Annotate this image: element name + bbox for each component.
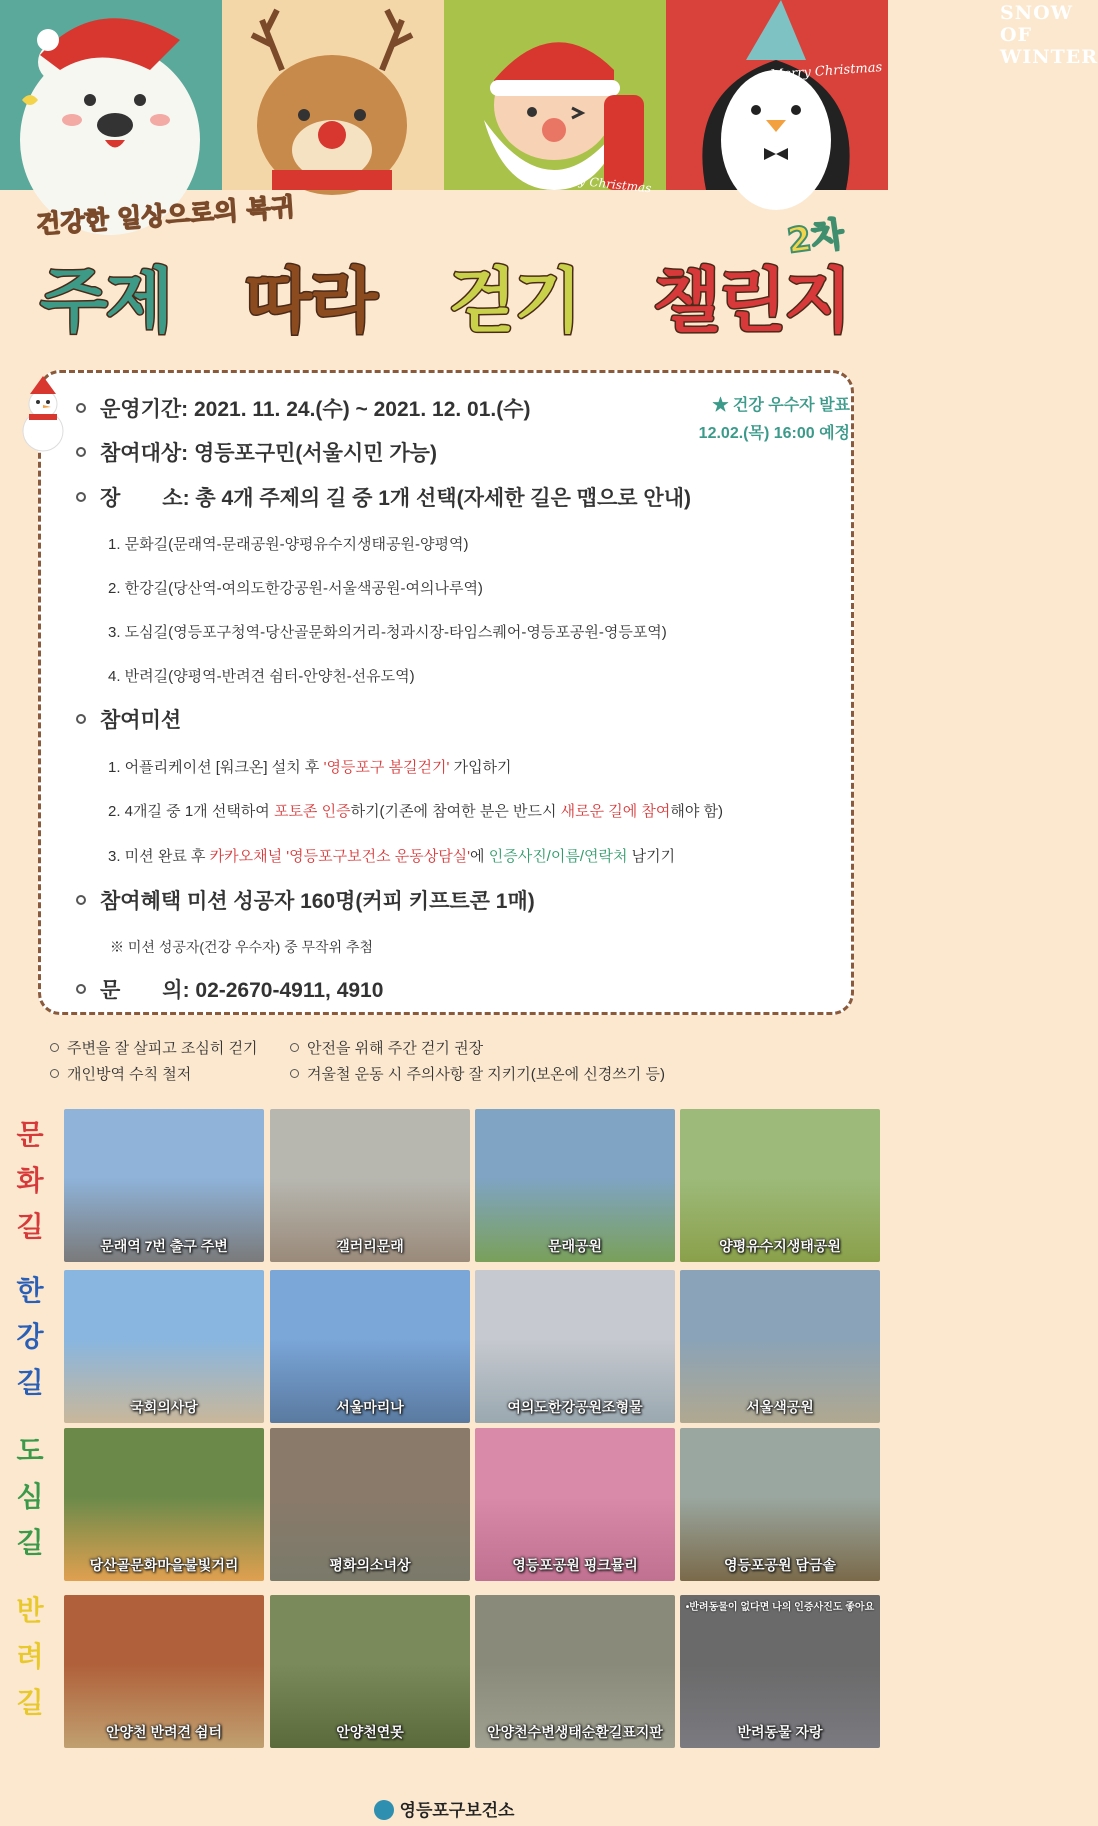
route-item-3: 3. 도심길(영등포구청역-당산골문화의거리-청과시장-타임스퀘어-영등포공원-영등포역) <box>108 624 667 641</box>
page-title <box>40 245 850 345</box>
merry-christmas-santa-text: Merry Christmas <box>547 170 653 196</box>
photo-caption: 서울마리나 <box>336 1399 404 1415</box>
bullet-icon <box>76 984 86 994</box>
health-center-logo-icon <box>374 1800 394 1820</box>
photo-caption: 서울색공원 <box>746 1399 814 1415</box>
footer-org: 영등포구보건소 <box>0 1796 888 1821</box>
photo-tile <box>680 1428 880 1581</box>
photo-caption: 갤러리문래 <box>336 1238 404 1254</box>
title-word-3: 걷기 <box>448 259 580 342</box>
photo-tile <box>680 1270 880 1423</box>
bullet-icon <box>76 447 86 457</box>
route-item-4: 4. 반려길(양평역-반려견 쉼터-안양천-선유도역) <box>108 668 415 685</box>
photo-tile <box>475 1595 675 1748</box>
mission-item-3: 3. 미션 완료 후 카카오채널 '영등포구보건소 운동상담실'에 인증사진/이름/연락처 남기기 <box>108 848 676 865</box>
photo-caption: 여의도한강공원조형물 <box>507 1399 643 1415</box>
bullet-icon <box>76 895 86 905</box>
photo-tile <box>475 1109 675 1262</box>
photo-caption: 안양천연못 <box>336 1724 404 1740</box>
title-word-2: 따라 <box>244 259 376 342</box>
reindeer-panel <box>222 0 444 190</box>
santa-icon <box>444 0 666 190</box>
photo-tile <box>475 1270 675 1423</box>
announcement-note <box>650 392 850 448</box>
photo-tile <box>680 1109 880 1262</box>
snowman-icon <box>18 376 68 456</box>
info-target: 참여대상: 영등포구민(서울시민 가능) <box>76 437 437 467</box>
info-period: 운영기간: 2021. 11. 24.(수) ~ 2021. 12. 01.(수) <box>76 393 531 423</box>
photo-tile <box>680 1595 880 1748</box>
photo-extra-note: •반려동물이 없다면 나의 인증사진도 좋아요 <box>685 1602 875 1613</box>
photo-tile <box>270 1109 470 1262</box>
photo-tile <box>64 1595 264 1748</box>
photo-caption: 양평유수지생태공원 <box>719 1238 841 1254</box>
bullet-icon <box>76 403 86 413</box>
benefit-note: ※ 미션 성공자(건강 우수자) 중 무작위 추첨 <box>110 939 374 955</box>
tip-2: 안전을 위해 주간 걷기 권장 <box>290 1037 483 1058</box>
bullet-icon <box>290 1069 299 1078</box>
title-word-1: 주제 <box>40 259 172 342</box>
mission-item-2: 2. 4개길 중 1개 선택하여 포토존 인증하기(기존에 참여한 분은 반드시 새로운 길에 참여해야 함) <box>108 803 724 820</box>
route-item-2: 2. 한강길(당산역-여의도한강공원-서울색공원-여의나루역) <box>108 580 483 597</box>
snow-of-winter-text: SNOW OF WINTER <box>1000 2 1098 68</box>
round-badge: 2차 <box>784 214 847 262</box>
bullet-icon <box>76 492 86 502</box>
bullet-icon <box>76 714 86 724</box>
top-banner <box>0 0 1098 196</box>
photo-tile <box>270 1270 470 1423</box>
photo-tile <box>475 1428 675 1581</box>
photo-caption: 반려동물 자랑 <box>737 1724 823 1740</box>
tip-4: 겨울철 운동 시 주의사항 잘 지키기(보온에 신경쓰기 등) <box>290 1063 665 1084</box>
photo-tile <box>64 1109 264 1262</box>
photo-caption: 문래공원 <box>547 1238 603 1254</box>
penguin-panel <box>666 0 888 190</box>
route-label-culture: 문 화 길 <box>16 1119 44 1242</box>
route-label-pet: 반 려 길 <box>16 1595 44 1718</box>
photo-caption: 당산골문화마을불빛거리 <box>89 1557 239 1573</box>
reindeer-icon <box>222 0 444 190</box>
photo-caption: 국회의사당 <box>130 1399 198 1415</box>
route-label-hangang: 한 강 길 <box>16 1275 44 1398</box>
photo-tile <box>64 1428 264 1581</box>
mission-heading: 참여미션 <box>76 704 181 734</box>
announcement-line-2: 12.02.(목) 16:00 예정 <box>698 425 850 442</box>
tip-3: 개인방역 수칙 철저 <box>50 1063 191 1084</box>
route-item-1: 1. 문화길(문래역-문래공원-양평유수지생태공원-양평역) <box>108 536 469 553</box>
bullet-icon <box>290 1043 299 1052</box>
info-benefit: 참여혜택 미션 성공자 160명(커피 키프트콘 1매) <box>76 885 535 915</box>
mission-item-1: 1. 어플리케이션 [워크온] 설치 후 '영등포구 봄길걷기' 가입하기 <box>108 759 512 776</box>
photo-caption: 영등포공원 핑크뮬리 <box>512 1557 638 1573</box>
photo-tile <box>64 1270 264 1423</box>
tip-1: 주변을 잘 살피고 조심히 걷기 <box>50 1037 258 1058</box>
photo-caption: 안양천수변생태순환길표지판 <box>487 1724 663 1740</box>
bullet-icon <box>50 1069 59 1078</box>
title-word-4: 챌린지 <box>653 259 850 342</box>
bullet-icon <box>50 1043 59 1052</box>
photo-caption: 문래역 7번 출구 주변 <box>100 1238 228 1254</box>
polar-bear-panel <box>0 0 222 190</box>
subtitle: 건강한 일상으로의 복귀 <box>35 192 296 239</box>
photo-caption: 안양천 반려견 쉼터 <box>106 1724 222 1740</box>
info-contact: 문 의: 02-2670-4911, 4910 <box>76 974 383 1004</box>
merry-christmas-text: Merry Christmas <box>769 60 883 83</box>
route-label-downtown: 도 심 길 <box>16 1435 44 1558</box>
photo-caption: 영등포공원 담금솥 <box>723 1557 837 1573</box>
photo-caption: 평화의소녀상 <box>329 1557 411 1573</box>
announcement-line-1: ★ 건강 우수자 발표 <box>712 397 850 414</box>
penguin-icon <box>666 0 888 190</box>
polar-bear-icon <box>0 0 222 190</box>
photo-tile <box>270 1428 470 1581</box>
info-place: 장 소: 총 4개 주제의 길 중 1개 선택(자세한 길은 맵으로 안내) <box>76 482 691 512</box>
photo-tile <box>270 1595 470 1748</box>
